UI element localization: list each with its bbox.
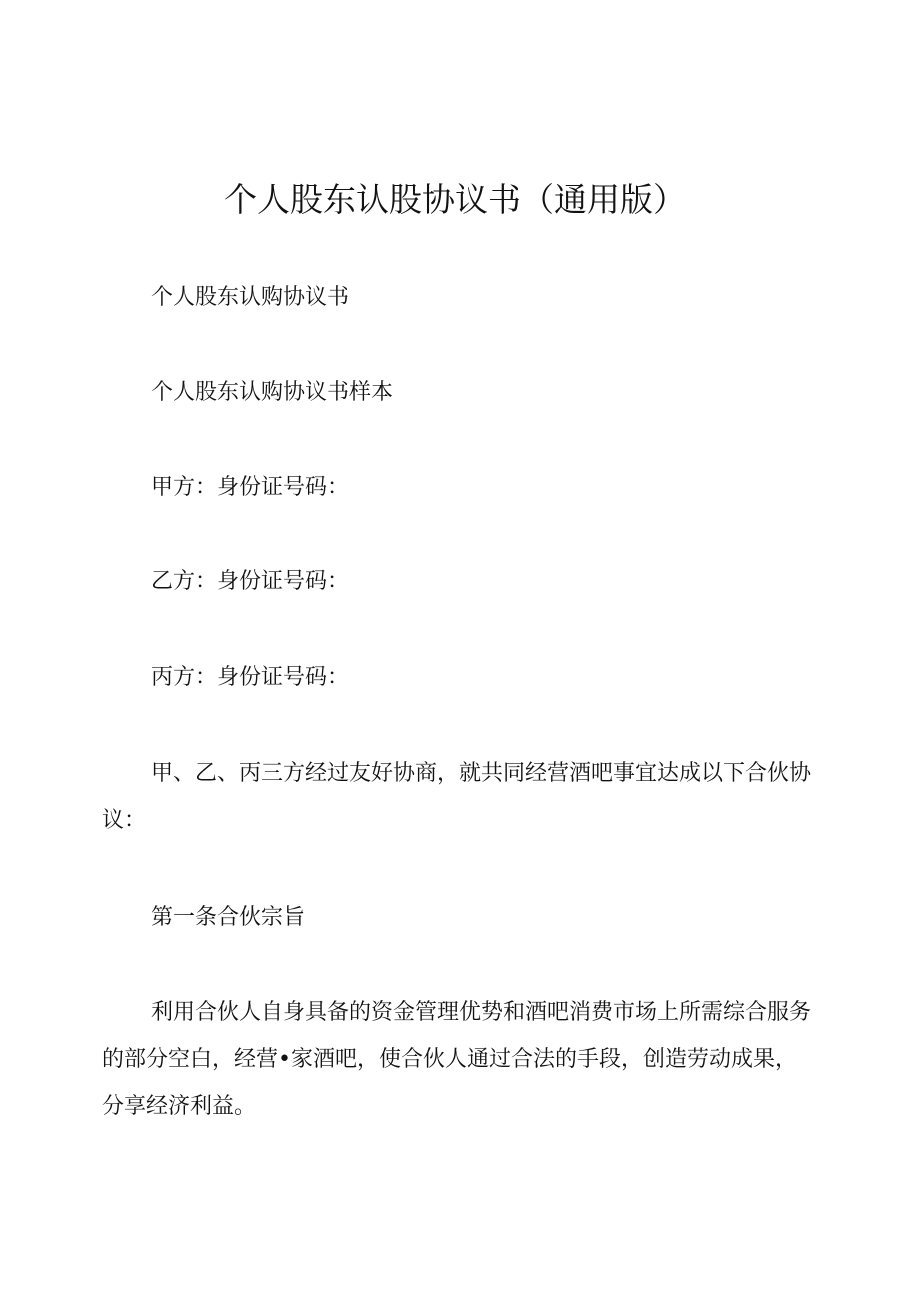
paragraph-article-one-heading: 第一条合伙宗旨	[151, 905, 306, 930]
paragraph-party-b: 乙方：身份证号码：	[151, 569, 350, 594]
paragraph-subtitle: 个人股东认购协议书	[151, 285, 350, 310]
paragraph-party-c: 丙方：身份证号码：	[151, 665, 350, 690]
document-title: 个人股东认股协议书（通用版）	[224, 180, 686, 219]
paragraph-agreement-intro: 甲、乙、丙三方经过友好协商，就共同经营酒吧事宜达成以下合伙协议：	[102, 761, 812, 833]
paragraph-article-one-body: 利用合伙人自身具备的资金管理优势和酒吧消费市场上所需综合服务的部分空白，经营•家酒吧，使合伙人通过合法的手段，创造劳动成果，分享经济利益。	[102, 1000, 812, 1119]
paragraph-party-a: 甲方：身份证号码：	[151, 475, 350, 500]
paragraph-sample-title: 个人股东认购协议书样本	[151, 380, 394, 405]
